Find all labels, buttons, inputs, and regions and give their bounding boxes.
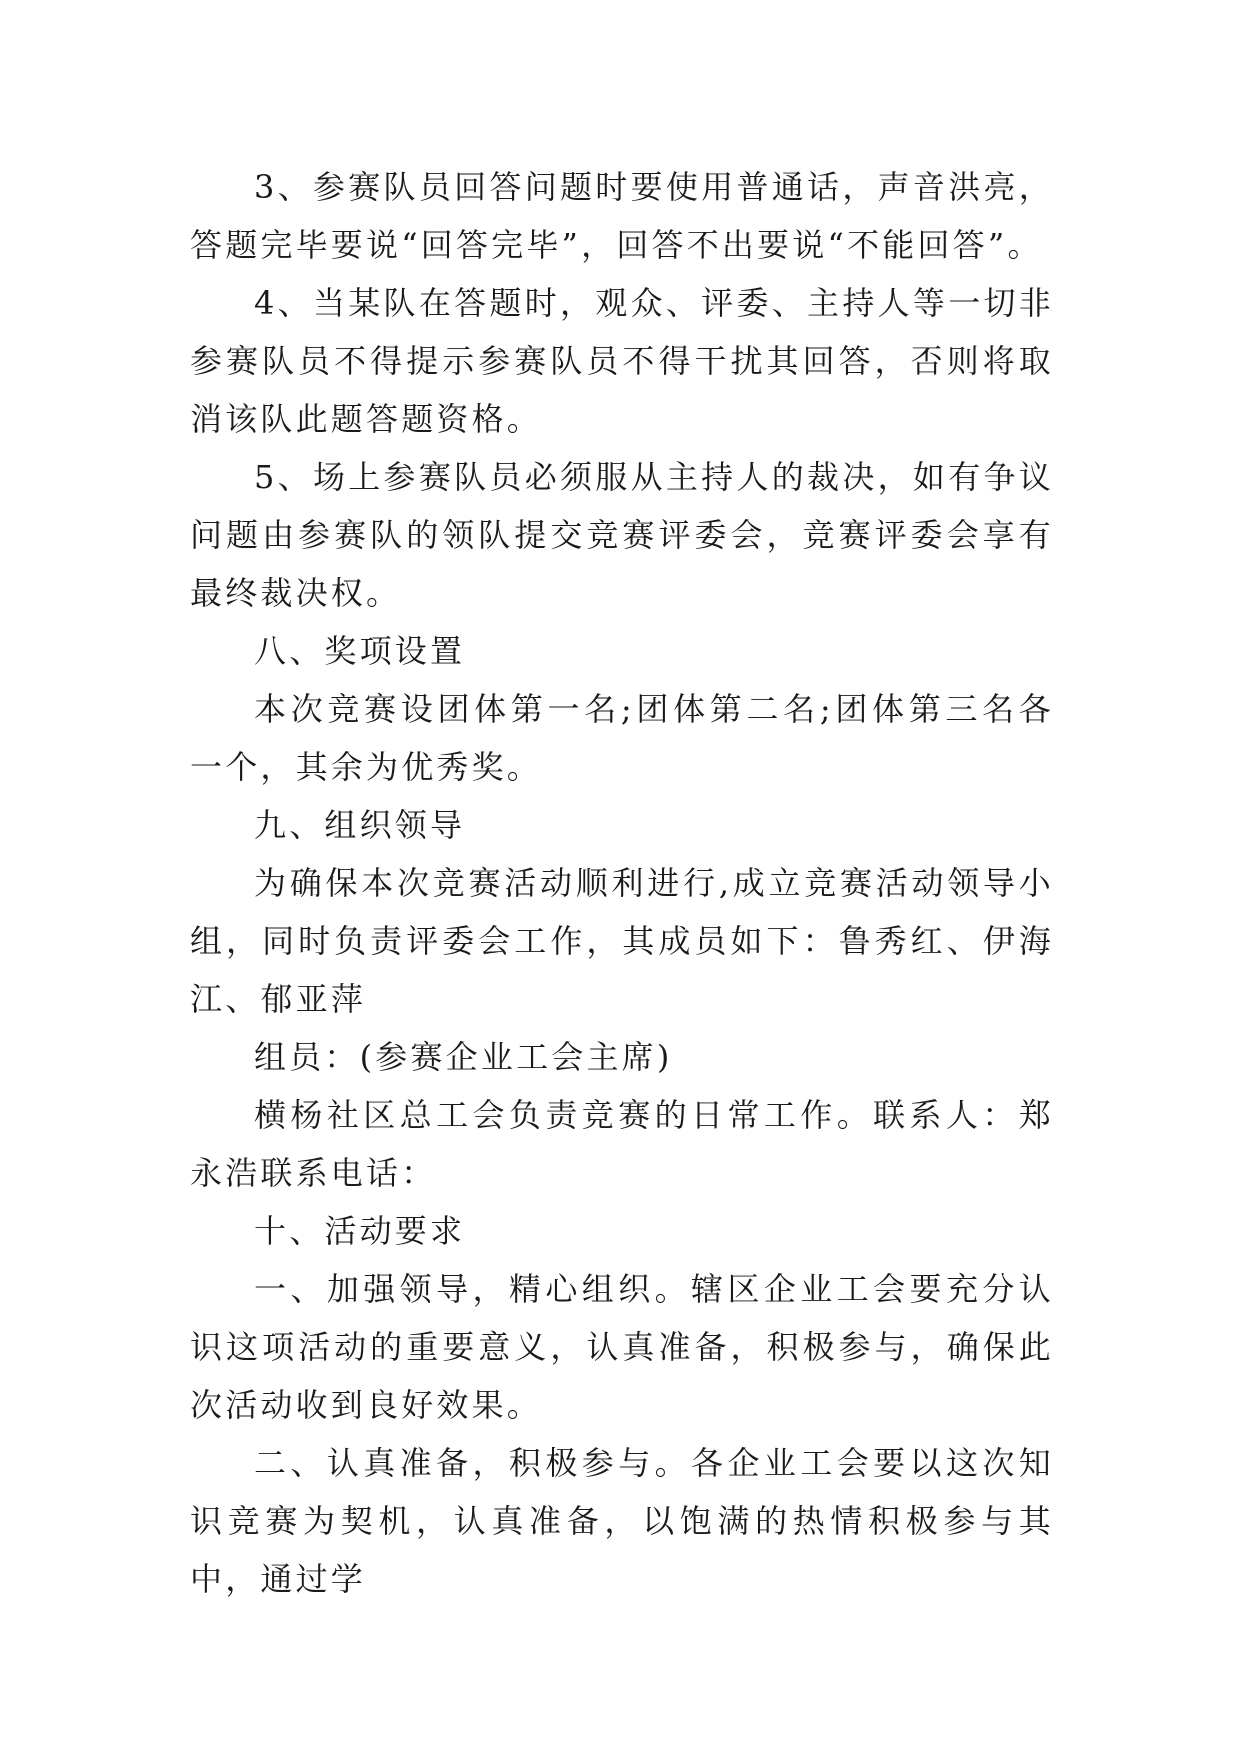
paragraph-requirement-2: 二、认真准备，积极参与。各企业工会要以这次知识竞赛为契机，认真准备，以饱满的热情积极参与其中，通过学 — [190, 1444, 1054, 1598]
document-body — [190, 158, 1054, 1608]
paragraph-rule-4: 4、当某队在答题时，观众、评委、主持人等一切非参赛队员不得提示参赛队员不得干扰其回答，否则将取消该队此题答题资格。 — [190, 284, 1054, 438]
paragraph-members: 组员：(参赛企业工会主席) — [254, 1038, 673, 1076]
section-heading-awards: 八、奖项设置 — [254, 632, 466, 670]
paragraph-rule-5: 5、场上参赛队员必须服从主持人的裁决，如有争议问题由参赛队的领队提交竞赛评委会，竞赛评委会享有最终裁决权。 — [190, 458, 1054, 612]
section-heading-requirements: 十、活动要求 — [254, 1212, 466, 1250]
paragraph-requirement-1: 一、加强领导，精心组织。辖区企业工会要充分认识这项活动的重要意义，认真准备，积极参与，确保此次活动收到良好效果。 — [190, 1270, 1054, 1424]
paragraph-organization: 为确保本次竞赛活动顺利进行,成立竞赛活动领导小组，同时负责评委会工作，其成员如下：鲁秀红、伊海江、郁亚萍 — [190, 864, 1054, 1018]
paragraph-rule-3: 3、参赛队员回答问题时要使用普通话，声音洪亮，答题完毕要说“回答完毕”，回答不出要说“不能回答”。 — [190, 168, 1054, 264]
paragraph-contact: 横杨社区总工会负责竞赛的日常工作。联系人：郑永浩联系电话： — [190, 1096, 1054, 1192]
paragraph-awards: 本次竞赛设团体第一名;团体第二名;团体第三名各一个，其余为优秀奖。 — [190, 690, 1054, 786]
section-heading-organization: 九、组织领导 — [254, 806, 466, 844]
